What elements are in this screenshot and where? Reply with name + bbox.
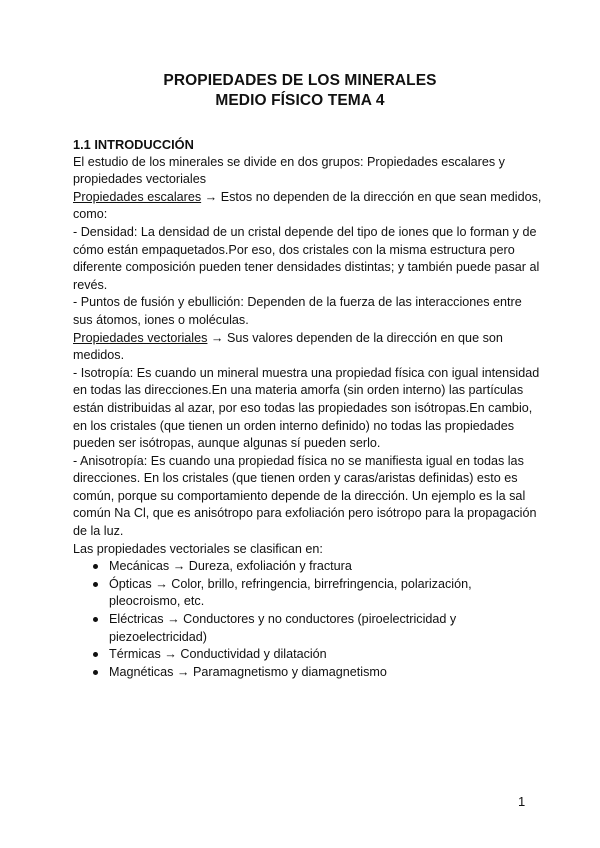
document-body — [73, 136, 543, 681]
vector-classes-list — [73, 558, 543, 681]
bullet-icon — [93, 652, 98, 657]
bullet-icon — [93, 617, 98, 622]
list-item: Magnéticas → Paramagnetismo y diamagnetismo — [93, 664, 543, 682]
document-title: PROPIEDADES DE LOS MINERALES — [163, 72, 437, 89]
list-item: Eléctricas → Conductores y no conductores (piroelectricidad y piezoelectricidad) — [93, 611, 543, 646]
document-subtitle: MEDIO FÍSICO TEMA 4 — [215, 92, 385, 109]
anisotropy-paragraph: - Anisotropía: Es cuando una propiedad física no se manifiesta igual en todas las direcciones. En los cristales (que tienen orden y caras/aristas definidas) esto es común, porque su comportamiento depende de la dirección. Un ejemplo es la sal común Na Cl, que es anisótropo para exfoliación pero isótropo para la propagación de la luz. — [73, 453, 537, 539]
intro-paragraph: El estudio de los minerales se divide en dos grupos: Propiedades escalares y propiedades vectoriales — [73, 154, 505, 187]
list-item: Ópticas → Color, brillo, refringencia, birrefringencia, polarización, pleocroismo, etc. — [93, 576, 543, 611]
list-item: Mecánicas → Dureza, exfoliación y fractura — [93, 558, 543, 576]
vector-properties-text: → Sus valores dependen de la dirección en que son medidos. — [73, 330, 503, 363]
scalar-properties-text: → Estos no dependen de la dirección en que sean medidos, como: — [73, 189, 542, 222]
scalar-properties-definition — [73, 189, 543, 224]
classification-intro: Las propiedades vectoriales se clasifican en: — [73, 541, 323, 556]
list-item: Térmicas → Conductividad y dilatación — [93, 646, 543, 664]
page-number: 1 — [518, 794, 526, 809]
bullet-icon — [93, 564, 98, 569]
fusion-paragraph: - Puntos de fusión y ebullición: Dependen de la fuerza de las interacciones entre sus átomos, iones o moléculas. — [73, 295, 522, 327]
section-heading: 1.1 INTRODUCCIÓN — [73, 137, 194, 152]
density-paragraph: - Densidad: La densidad de un cristal depende del tipo de iones que lo forman y de cómo están empaquetados.Por eso, dos cristales con la misma estructura pero diferente composición pueden tener densidades distintas; y también puede pasar al revés. — [73, 224, 540, 292]
bullet-icon — [93, 670, 98, 675]
vector-properties-term: Propiedades vectoriales — [73, 330, 208, 345]
vector-properties-definition — [73, 330, 543, 365]
bullet-icon — [93, 582, 98, 587]
isotropy-paragraph: - Isotropía: Es cuando un mineral muestra una propiedad física con igual intensidad en todas las direcciones.En una materia amorfa (sin orden interno) las partículas están distribuidas al azar, por eso todas las propiedades son isótropas.En cambio, en los cristales (que tienen un orden interno definido) no todas las propiedades pueden ser isótropas, aunque algunas sí pueden serlo. — [73, 365, 540, 451]
scalar-properties-term: Propiedades escalares — [73, 189, 202, 204]
